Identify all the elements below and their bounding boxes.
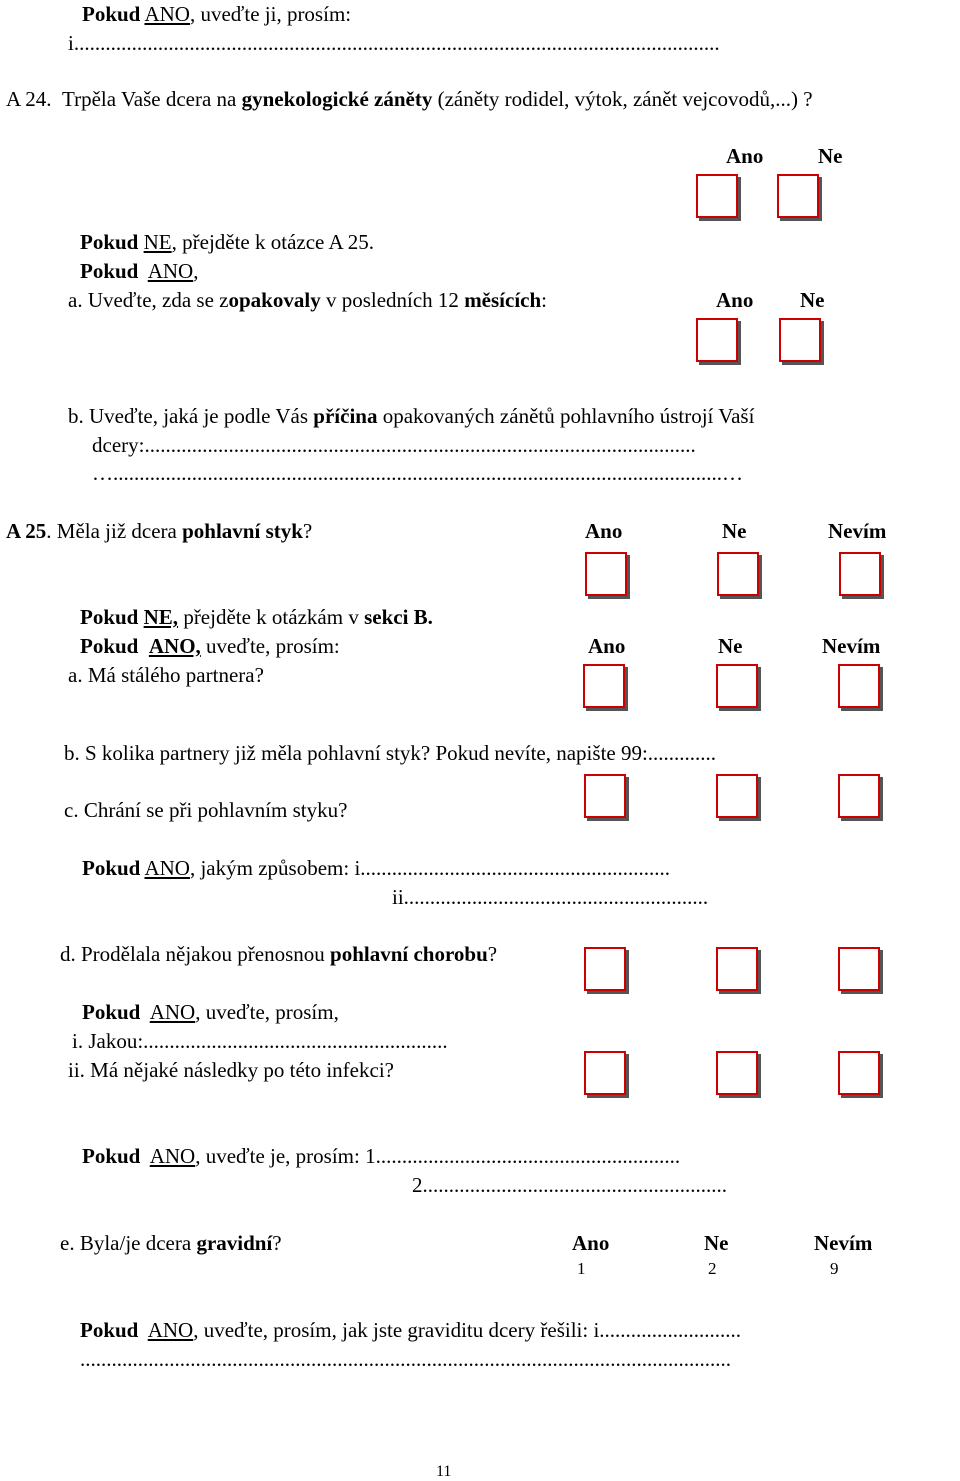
code-9: 9 — [830, 1259, 839, 1278]
subquestion-a25-d — [60, 944, 497, 965]
option-ano-label: Ano — [716, 288, 754, 312]
skip-instruction-a24 — [80, 232, 374, 253]
ano-label: ANO — [147, 1318, 194, 1342]
checkbox-a25dii-ne[interactable] — [716, 1051, 758, 1095]
subquestion-a25-d-ii: ii. Má nějaké následky po této infekci? — [68, 1058, 394, 1082]
option-ne-label: Ne — [800, 288, 825, 312]
subquestion-a25-a: a. Má stálého partnera? — [68, 663, 264, 687]
ano-label: ANO — [144, 856, 190, 880]
ifyes-line-a25d — [82, 1002, 339, 1023]
checkbox-a25c-ne[interactable] — [716, 774, 758, 818]
question-text-post: (záněty rodidel, výtok, zánět vejcovodů,...) ? — [432, 87, 813, 111]
instruction-text: , přejděte k otázce A 25. — [171, 230, 374, 254]
checkbox-a24a-ne[interactable] — [779, 318, 821, 362]
code-1: 1 — [577, 1259, 586, 1278]
checkbox-a25c-ano[interactable] — [584, 774, 626, 818]
subquestion-a25-c: c. Chrání se při pohlavním styku? — [64, 798, 348, 822]
checkbox-a25a-ano[interactable] — [583, 664, 625, 708]
section-ref: sekci B. — [364, 605, 433, 629]
text-post: : — [541, 288, 548, 312]
checkbox-a25-ne[interactable] — [717, 552, 759, 596]
instruction-text: , jakým způsobem: i........................................................... — [189, 856, 671, 880]
text-post: ? — [272, 1231, 282, 1255]
pokud-label: Pokud — [80, 605, 139, 629]
text-bold: příčina — [313, 404, 378, 428]
checkbox-a25d-ano[interactable] — [584, 947, 626, 991]
ano-label: ANO — [149, 1144, 196, 1168]
answer-line: …....................................................................................................................… — [92, 461, 743, 485]
checkbox-a25d-nevim[interactable] — [838, 947, 880, 991]
option-ne-label: Ne — [704, 1231, 729, 1255]
question-text-pre: Trpěla Vaše dcera na — [62, 87, 242, 111]
ifyes-line-a25c — [82, 858, 670, 879]
instruction-text: uveďte, prosím: — [200, 634, 340, 658]
option-nevim-label: Nevím — [822, 634, 881, 658]
subquestion-a25-e — [60, 1233, 282, 1254]
pokud-label: Pokud — [80, 259, 139, 283]
text-mid: v posledních 12 — [320, 288, 465, 312]
pokud-label: Pokud — [82, 1144, 141, 1168]
checkbox-a25dii-nevim[interactable] — [838, 1051, 880, 1095]
answer-line: dcery:......................................................................................................... — [92, 433, 696, 457]
option-nevim-label: Nevím — [828, 519, 887, 543]
checkbox-a24-ne[interactable] — [777, 174, 819, 218]
text-bold: opakovaly — [228, 288, 321, 312]
instruction-text: , uveďte, prosím, — [195, 1000, 339, 1024]
pokud-label: Pokud — [80, 634, 139, 658]
pokud-label: Pokud — [80, 1318, 139, 1342]
ne-label: NE, — [143, 605, 179, 629]
answer-line-i: i........................................................................................................................... — [68, 31, 720, 55]
question-text-post: ? — [302, 519, 313, 543]
text-post: ? — [487, 942, 498, 966]
text-bold: gravidní — [196, 1231, 273, 1255]
pokud-label: Pokud — [82, 2, 141, 26]
text-pre: a. Uveďte, zda se z — [68, 288, 229, 312]
answer-line: ............................................................................................................................ — [80, 1347, 731, 1371]
text-bold: pohlavní chorobu — [330, 942, 488, 966]
question-text-bold: pohlavní styk — [182, 519, 303, 543]
checkbox-a25-nevim[interactable] — [839, 552, 881, 596]
ifyes-line-a25 — [80, 636, 340, 657]
subquestion-a25-b: b. S kolika partnery již měla pohlavní styk? Pokud nevíte, napište 99:............. — [64, 741, 717, 765]
option-ano-label: Ano — [572, 1231, 610, 1255]
question-number: A 25 — [6, 519, 47, 543]
answer-line-2: 2.......................................................... — [412, 1173, 727, 1197]
question-text-bold: gynekologické záněty — [241, 87, 433, 111]
checkbox-a25-ano[interactable] — [585, 552, 627, 596]
ifyes-line-a24 — [80, 261, 198, 282]
instruction-text: , uveďte, prosím, jak jste graviditu dcery řešili: i........................... — [193, 1318, 742, 1342]
question-text-pre: . Měla již dcera — [46, 519, 183, 543]
question-a25 — [6, 521, 312, 542]
option-ne-label: Ne — [722, 519, 747, 543]
checkbox-a24a-ano[interactable] — [696, 318, 738, 362]
instruction-text: , uveďte ji, prosím: — [189, 2, 352, 26]
checkbox-a24-ano[interactable] — [696, 174, 738, 218]
ano-label: ANO, — [148, 634, 201, 658]
instruction-text: přejděte k otázkám v — [178, 605, 365, 629]
pokud-label: Pokud — [82, 1000, 141, 1024]
pokud-label: Pokud — [80, 230, 139, 254]
checkbox-a25c-nevim[interactable] — [838, 774, 880, 818]
text-post: opakovaných zánětů pohlavního ústrojí Vaší — [377, 404, 755, 428]
ifyes-line-a25e — [80, 1320, 741, 1341]
answer-line-ii: ii.......................................................... — [392, 885, 709, 909]
question-number: A 24. — [6, 87, 52, 111]
ano-label: ANO — [144, 2, 190, 26]
ano-label: ANO — [149, 1000, 196, 1024]
subquestion-a24-b — [68, 406, 754, 427]
page-number: 11 — [436, 1463, 452, 1480]
ifyes-line-a25dii — [82, 1146, 680, 1167]
checkbox-a25a-ne[interactable] — [716, 664, 758, 708]
instruction-text: , uveďte je, prosím: 1.......................................................... — [195, 1144, 681, 1168]
skip-instruction-a25 — [80, 607, 433, 628]
text-pre: e. Byla/je dcera — [60, 1231, 197, 1255]
answer-line-i: i. Jakou:.......................................................... — [72, 1029, 448, 1053]
option-nevim-label: Nevím — [814, 1231, 873, 1255]
checkbox-a25d-ne[interactable] — [716, 947, 758, 991]
checkbox-a25dii-ano[interactable] — [584, 1051, 626, 1095]
text-bold2: měsících — [464, 288, 542, 312]
option-ano-label: Ano — [588, 634, 626, 658]
option-ne-label: Ne — [818, 144, 843, 168]
pokud-label: Pokud — [82, 856, 141, 880]
question-a24 — [6, 89, 813, 110]
option-ne-label: Ne — [718, 634, 743, 658]
checkbox-a25a-nevim[interactable] — [838, 664, 880, 708]
text-pre: d. Prodělala nějakou přenosnou — [60, 942, 331, 966]
subquestion-a24-a — [68, 290, 547, 311]
text-pre: b. Uveďte, jaká je podle Vás — [68, 404, 314, 428]
ifyes-line-prev — [82, 4, 351, 25]
option-ano-label: Ano — [726, 144, 764, 168]
code-2: 2 — [708, 1259, 717, 1278]
ano-label: ANO — [147, 259, 194, 283]
ne-label: NE — [143, 230, 172, 254]
comma: , — [193, 259, 199, 283]
option-ano-label: Ano — [585, 519, 623, 543]
